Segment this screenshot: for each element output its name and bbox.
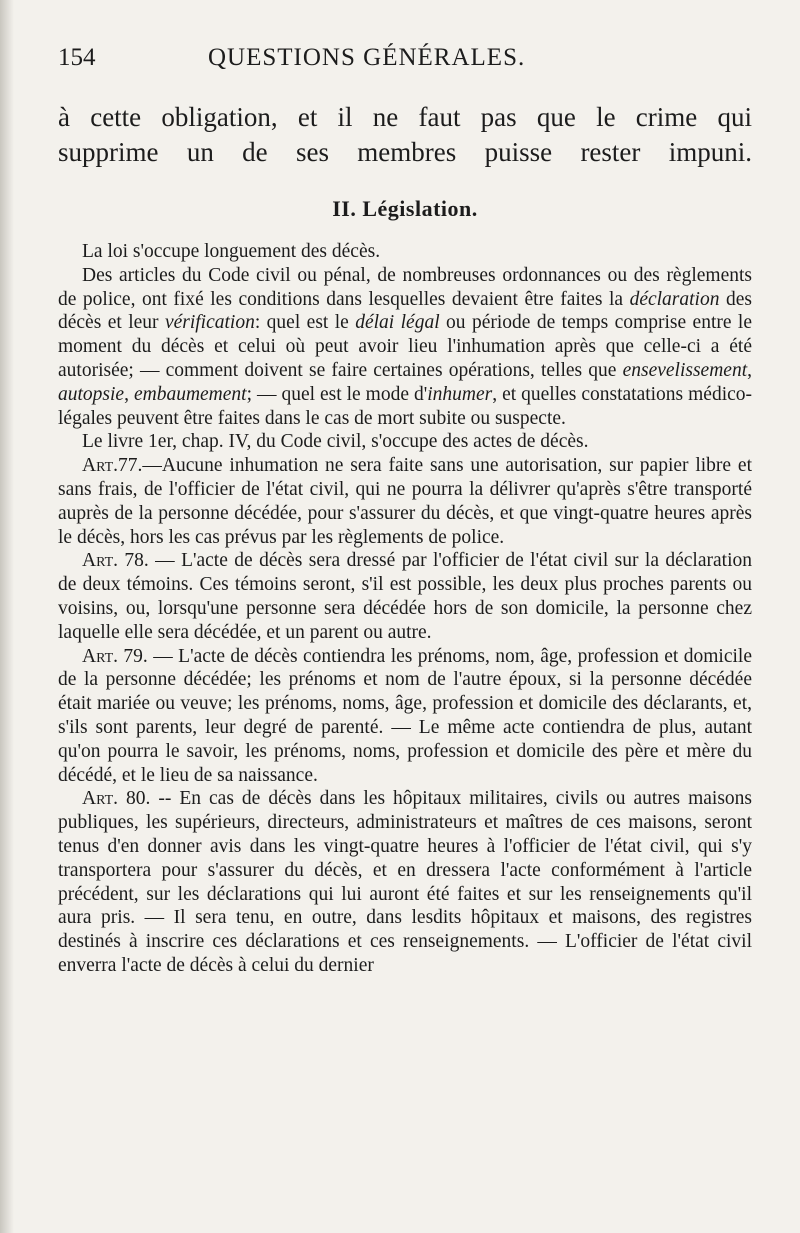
emphasis: embaumement bbox=[133, 383, 247, 405]
emphasis: ensevelissement bbox=[622, 359, 748, 381]
intro-line: supprime un de ses membres puisse rester impuni. bbox=[58, 137, 752, 167]
emphasis: délai légal bbox=[355, 312, 440, 334]
paragraph: Des articles du Code civil ou pénal, de nombreuses ordonnances ou des règlements de police, ont fixé les conditions dans lesquelles devaient être faites la déclaration des décès et leur vérification: quel est le délai légal ou période de temps comprise entre le moment du décès et celui où peut avoir lieu l'inhumation après que celle-ci a été autorisée; — comment doivent se faire certaines opérations, telles que ensevelissement, autopsie, embaumement; — quel est le mode d'inhumer, et quelles constatations médico-légales peuvent être faites dans le cas de mort subite ou suspecte. bbox=[58, 264, 753, 429]
intro-line: à cette obligation, et il ne faut pas que le crime qui bbox=[58, 102, 752, 132]
article-label: Art. 80. bbox=[82, 788, 151, 810]
page-number: 154 bbox=[58, 44, 96, 71]
article-label: Art. 79. bbox=[82, 645, 148, 667]
page-header bbox=[58, 44, 752, 90]
body-text bbox=[58, 240, 752, 978]
article-77 bbox=[58, 454, 752, 549]
article-80 bbox=[58, 787, 752, 977]
page-edge-shadow bbox=[0, 0, 14, 1233]
article-text: —Aucune inhumation ne sera faite sans une autorisation, sur papier libre et sans frais, de l'officier de l'état civil, qui ne pourra la délivrer qu'après s'être transporté auprès de la personne décédée, pour s'assurer du décès, et que vingt-quatre heures après le décès, hors les cas prévus par les règlements de police. bbox=[58, 455, 752, 548]
emphasis: inhumer bbox=[427, 383, 493, 405]
article-label: Art.77. bbox=[82, 455, 143, 477]
emphasis: autopsie bbox=[58, 383, 125, 405]
paragraph: La loi s'occupe longuement des décès. bbox=[82, 241, 381, 262]
emphasis: déclaration bbox=[629, 288, 720, 310]
article-text: — L'acte de décès contiendra les prénoms, nom, âge, profession et domicile de la personne décédée; les prénoms et nom de l'autre époux, si la personne décédée était mariée ou veuve; les prénoms, noms, âge, profession et domicile des déclarants, et, s'ils sont parents, leur degré de parenté. — Le même acte contiendra de plus, autant qu'on pourra le savoir, les prénoms, noms, profession et domicile des père et mère du décédé, et le lieu de sa naissance. bbox=[58, 645, 752, 786]
intro-text bbox=[58, 100, 752, 170]
section-title: II. Législation. bbox=[332, 196, 478, 221]
article-text: -- En cas de décès dans les hôpitaux militaires, civils ou autres maisons publiques, les supérieurs, directeurs, administrateurs et maîtres de ces maisons, seront tenus d'en donner avis dans les vingt-quatre heures à l'officier de l'état civil, qui s'y transportera pour s'assurer du décès, et en dressera l'acte conformément à l'article précédent, sur les déclarations qui lui auront été faites et sur les renseignements qu'il aura pris. — Il sera tenu, en outre, dans lesdits hôpitaux et maisons, des registres destinés à inscrire ces déclarations et ces renseignements. — L'officier de l'état civil enverra l'acte de décès à celui du dernier bbox=[58, 788, 752, 976]
running-head: QUESTIONS GÉNÉRALES. bbox=[208, 44, 526, 71]
paragraph: Le livre 1er, chap. IV, du Code civil, s'occupe des actes de décès. bbox=[82, 431, 589, 453]
article-text: — L'acte de décès sera dressé par l'officier de l'état civil sur la déclaration de deux témoins. Ces témoins seront, s'il est possible, les deux plus proches parents ou voisins, ou, lorsqu'une personne sera décédée hors de son domicile, la personne chez laquelle elle sera décédée, et un parent ou autre. bbox=[58, 550, 752, 643]
emphasis: vérification bbox=[164, 312, 255, 334]
article-78 bbox=[58, 549, 752, 644]
article-79 bbox=[58, 645, 752, 788]
article-label: Art. 78. bbox=[82, 550, 149, 572]
